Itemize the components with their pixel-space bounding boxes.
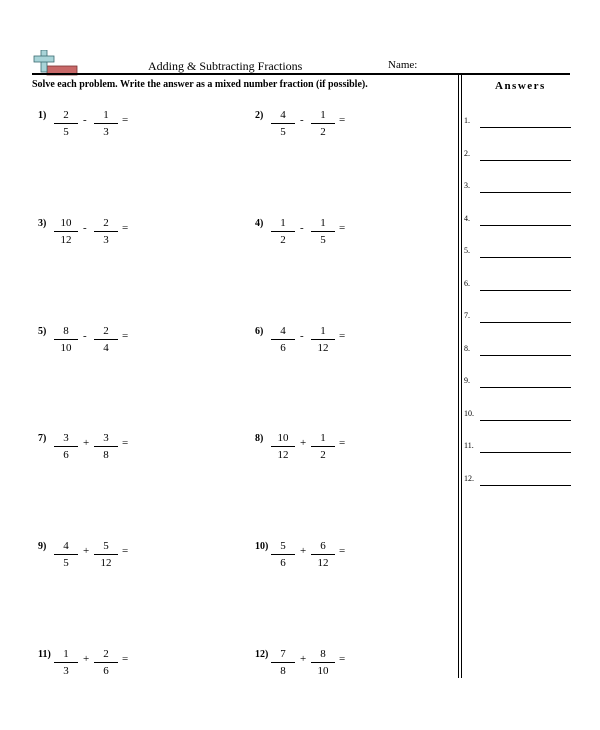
answer-number: 2. (464, 148, 470, 158)
fraction-bar (271, 554, 295, 555)
answer-row (464, 344, 574, 358)
numerator: 2 (63, 109, 69, 121)
answer-number: 1. (464, 116, 470, 125)
fraction-a (271, 431, 295, 462)
answer-number: 5. (464, 246, 470, 255)
answer-number: 11. (464, 441, 474, 450)
fraction-bar (271, 662, 295, 663)
operator: - (83, 330, 87, 342)
fraction-b (94, 539, 118, 570)
denominator: 3 (103, 126, 109, 138)
operator: + (300, 653, 307, 665)
answer-number: 6. (464, 278, 470, 288)
answer-number: 10. (464, 408, 474, 418)
problem-number: 5) (38, 326, 47, 337)
numerator: 2 (103, 648, 109, 660)
fraction-bar (271, 231, 295, 232)
answer-row (464, 246, 574, 260)
problem-number: 2) (255, 110, 264, 121)
fraction-bar (311, 231, 335, 232)
fraction-a (54, 216, 78, 247)
denominator: 5 (320, 234, 326, 246)
numerator: 1 (63, 648, 69, 660)
problem-number: 6) (255, 326, 264, 337)
numerator: 6 (320, 540, 326, 552)
denominator: 12 (100, 557, 112, 569)
equals-sign: = (122, 222, 129, 234)
operator: + (83, 653, 90, 665)
answer-blank[interactable] (480, 420, 571, 421)
numerator: 1 (320, 109, 326, 121)
numerator: 2 (103, 217, 109, 229)
fraction-bar (311, 554, 335, 555)
fraction-bar (271, 339, 295, 340)
denominator: 6 (280, 557, 286, 569)
fraction-bar (311, 662, 335, 663)
equals-sign: = (339, 437, 346, 449)
answer-number: 9. (464, 376, 470, 385)
operator: - (83, 222, 87, 234)
denominator: 8 (280, 665, 286, 677)
operator: + (300, 437, 307, 449)
numerator: 2 (103, 325, 109, 337)
operator: - (83, 114, 87, 126)
denominator: 3 (103, 234, 109, 246)
answer-row (464, 441, 574, 455)
fraction-a (271, 647, 295, 678)
denominator: 6 (280, 342, 286, 354)
equals-sign: = (122, 330, 129, 342)
numerator: 4 (63, 540, 69, 552)
problem-number: 7) (38, 433, 47, 444)
numerator: 8 (320, 648, 326, 660)
numerator: 3 (103, 432, 109, 444)
answer-number: 4. (464, 213, 470, 223)
denominator: 6 (103, 665, 109, 677)
answer-number: 3. (464, 181, 470, 190)
answer-row (464, 409, 574, 423)
problem-number: 3) (38, 218, 47, 229)
answers-title: Answers (495, 80, 546, 92)
problem-number: 10) (255, 541, 269, 552)
fraction-a (271, 539, 295, 570)
answer-number: 7. (464, 311, 470, 320)
fraction-bar (311, 339, 335, 340)
fraction-b (94, 216, 118, 247)
fraction-a (54, 539, 78, 570)
fraction-bar (94, 446, 118, 447)
problem-number: 9) (38, 541, 47, 552)
operator: - (300, 114, 304, 126)
problem-number: 1) (38, 110, 47, 121)
fraction-bar (54, 231, 78, 232)
fraction-b (311, 431, 335, 462)
operator: - (300, 330, 304, 342)
fraction-bar (54, 123, 78, 124)
answer-blank[interactable] (480, 225, 571, 226)
denominator: 10 (317, 665, 329, 677)
answer-row (464, 149, 574, 163)
fraction-bar (94, 339, 118, 340)
denominator: 12 (277, 449, 289, 461)
operator: + (83, 545, 90, 557)
fraction-b (311, 539, 335, 570)
fraction-b (311, 647, 335, 678)
numerator: 1 (320, 325, 326, 337)
fraction-bar (54, 554, 78, 555)
fraction-b (94, 647, 118, 678)
denominator: 5 (280, 126, 286, 138)
denominator: 5 (63, 126, 69, 138)
fraction-bar (271, 446, 295, 447)
fraction-bar (94, 231, 118, 232)
operator: + (300, 545, 307, 557)
answer-number: 8. (464, 343, 470, 353)
fraction-b (311, 324, 335, 355)
denominator: 3 (63, 665, 69, 677)
equals-sign: = (122, 437, 129, 449)
numerator: 8 (63, 325, 69, 337)
numerator: 1 (103, 109, 109, 121)
denominator: 12 (60, 234, 72, 246)
denominator: 12 (317, 557, 329, 569)
numerator: 1 (320, 217, 326, 229)
fraction-b (94, 108, 118, 139)
answer-blank[interactable] (480, 192, 571, 193)
denominator: 10 (60, 342, 72, 354)
fraction-bar (54, 446, 78, 447)
numerator: 4 (280, 109, 286, 121)
equals-sign: = (122, 114, 129, 126)
equals-sign: = (122, 545, 129, 557)
problem-number: 4) (255, 218, 264, 229)
answer-row (464, 279, 574, 293)
numerator: 10 (277, 432, 289, 444)
fraction-a (271, 108, 295, 139)
answer-blank[interactable] (480, 127, 571, 128)
denominator: 2 (280, 234, 286, 246)
equals-sign: = (339, 653, 346, 665)
denominator: 5 (63, 557, 69, 569)
fraction-a (54, 108, 78, 139)
fraction-bar (311, 446, 335, 447)
numerator: 5 (280, 540, 286, 552)
answer-row (464, 376, 574, 390)
fraction-bar (94, 662, 118, 663)
fraction-b (94, 324, 118, 355)
answer-blank[interactable] (480, 257, 571, 258)
answer-blank[interactable] (480, 387, 571, 388)
fraction-bar (54, 339, 78, 340)
equals-sign: = (339, 330, 346, 342)
equals-sign: = (339, 114, 346, 126)
numerator: 1 (280, 217, 286, 229)
answer-row (464, 474, 574, 488)
numerator: 3 (63, 432, 69, 444)
equals-sign: = (339, 545, 346, 557)
fraction-b (311, 216, 335, 247)
header-rule (32, 73, 570, 75)
answer-blank[interactable] (480, 485, 571, 486)
worksheet-title: Adding & Subtracting Fractions (148, 59, 303, 73)
numerator: 5 (103, 540, 109, 552)
fraction-a (54, 324, 78, 355)
answer-blank[interactable] (480, 160, 571, 161)
numerator: 7 (280, 648, 286, 660)
problem-number: 11) (38, 649, 51, 660)
numerator: 1 (320, 432, 326, 444)
instructions: Solve each problem. Write the answer as a mixed number fraction (if possible). (32, 79, 368, 90)
answer-column-divider (461, 73, 462, 678)
fraction-bar (94, 554, 118, 555)
operator: - (300, 222, 304, 234)
fraction-b (94, 431, 118, 462)
answer-blank[interactable] (480, 322, 571, 323)
answer-row (464, 311, 574, 325)
answer-blank[interactable] (480, 355, 571, 356)
numerator: 4 (280, 325, 286, 337)
denominator: 4 (103, 342, 109, 354)
equals-sign: = (339, 222, 346, 234)
name-label: Name: (388, 59, 418, 71)
answer-number: 12. (464, 473, 474, 483)
denominator: 8 (103, 449, 109, 461)
fraction-bar (311, 123, 335, 124)
answer-row (464, 116, 574, 130)
answer-row (464, 214, 574, 228)
fraction-bar (54, 662, 78, 663)
fraction-bar (94, 123, 118, 124)
answer-row (464, 181, 574, 195)
fraction-a (54, 647, 78, 678)
problem-number: 8) (255, 433, 264, 444)
denominator: 12 (317, 342, 329, 354)
fraction-a (54, 431, 78, 462)
answer-column-divider (458, 73, 459, 678)
numerator: 10 (60, 217, 72, 229)
denominator: 2 (320, 126, 326, 138)
operator: + (83, 437, 90, 449)
answer-blank[interactable] (480, 290, 571, 291)
fraction-bar (271, 123, 295, 124)
problem-number: 12) (255, 649, 269, 660)
fraction-a (271, 324, 295, 355)
fraction-b (311, 108, 335, 139)
denominator: 6 (63, 449, 69, 461)
fraction-a (271, 216, 295, 247)
denominator: 2 (320, 449, 326, 461)
equals-sign: = (122, 653, 129, 665)
answer-blank[interactable] (480, 452, 571, 453)
